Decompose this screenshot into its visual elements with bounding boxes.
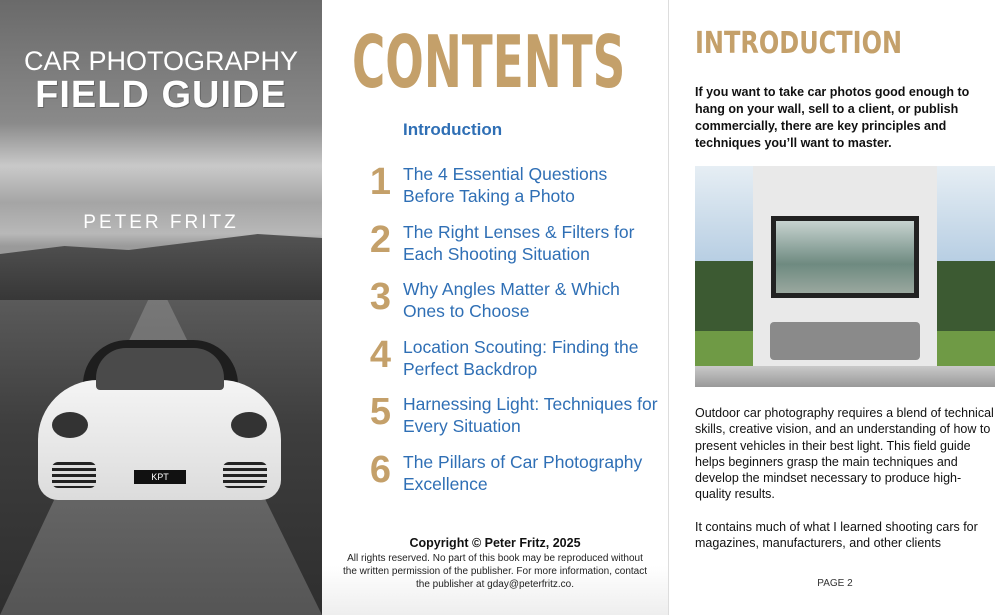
toc-number: 2 (369, 218, 392, 261)
living-room-photo (695, 166, 995, 387)
toc-link[interactable]: The Pillars of Car Photography Excellence (403, 451, 643, 494)
introduction-heading: INTRODUCTION (695, 26, 903, 61)
toc-item[interactable] (358, 450, 668, 508)
toc-item[interactable] (358, 335, 668, 393)
toc-number: 1 (369, 161, 392, 203)
toc-link[interactable]: The Right Lenses & Filters for Each Shooting Situation (403, 221, 635, 264)
lead-paragraph: If you want to take car photos good enough to hang on your wall, sell to a client, or publish commercially, there are key principles and techniques you’ll want to master. (695, 85, 970, 150)
toc-item[interactable] (358, 220, 668, 278)
toc-link[interactable]: Harnessing Light: Techniques for Every Situation (403, 394, 658, 436)
toc-link[interactable]: Why Angles Matter & Which Ones to Choose (403, 279, 620, 321)
copyright-line: Copyright © Peter Fritz, 2025 (409, 536, 581, 550)
copyright-block (342, 536, 648, 591)
page-number: PAGE 2 (817, 578, 853, 589)
hills-image (0, 230, 322, 310)
toc-introduction-link[interactable]: Introduction (403, 120, 503, 139)
toc-number: 4 (369, 333, 392, 376)
rights-text: All rights reserved. No part of this book may be reproduced without the written permission of the publisher. For more information, contact the publisher at gday@peterfritz.co. (342, 553, 648, 590)
toc-link[interactable]: Location Scouting: Finding the Perfect Backdrop (403, 336, 639, 379)
introduction-page (668, 0, 1000, 615)
toc-item[interactable] (358, 392, 668, 450)
toc-number: 5 (369, 391, 392, 433)
toc-item[interactable] (358, 277, 668, 335)
contents-heading: CONTENTS (352, 20, 626, 104)
toc-item[interactable] (358, 162, 668, 220)
car-image (38, 340, 281, 510)
paragraph: Outdoor car photography requires a blend of technical skills, creative vision, and an understanding of how to present vehicles in their best light. This field guide helps beginners grasp the main techniques and develop the mindset necessary to produce high-quality results. (695, 406, 994, 502)
license-plate: KPT (134, 470, 186, 484)
book-cover (0, 0, 322, 615)
toc-number: 6 (369, 448, 392, 491)
toc-link[interactable]: The 4 Essential Questions Before Taking a Photo (403, 164, 608, 206)
cover-author: PETER FRITZ (83, 212, 239, 233)
contents-page (322, 0, 668, 615)
cover-title-line1: CAR PHOTOGRAPHY (23, 46, 299, 76)
cover-title-line2: FIELD GUIDE (35, 74, 287, 116)
toc-number: 3 (369, 276, 392, 318)
body-text (695, 405, 995, 567)
toc-list (358, 162, 668, 507)
paragraph: It contains much of what I learned shooting cars for magazines, manufacturers, and other clients (695, 519, 978, 551)
